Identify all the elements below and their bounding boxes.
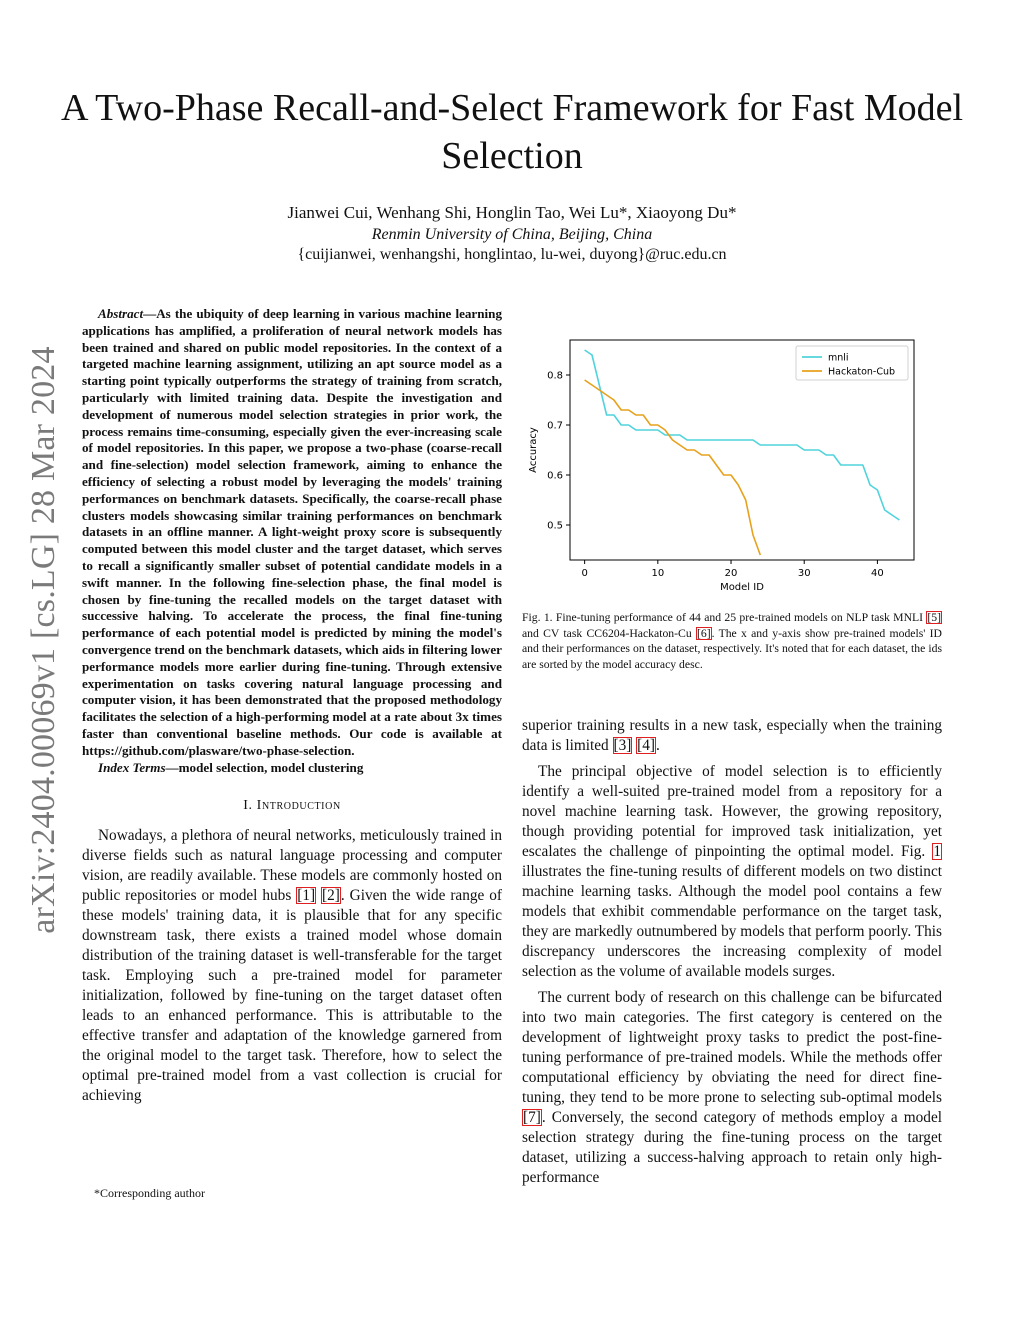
x-tick-label: 30 [797,568,811,579]
caption-text-c: . The x and y-axis show pre-trained models' ID and their performances on the dataset, respectively. It's noted that for each dataset, the ids are sorted by the model accuracy desc. [522,626,942,671]
figure-1 [522,328,942,598]
paper-title: A Two-Phase Recall-and-Select Framework for Fast Model Selection [60,87,964,177]
section-heading-introduction: I. Introduction [243,798,341,814]
intro-p1-text-b: . Given the wide range of these models' training data, it is plausible that for any specific downstream task, there exists a trained model whose domain distribution of the training dataset is well-transferable for the target task. Employing such a pre-trained model for parameter initialization, followed by fine-tuning on the target dataset often leads to an enhanced performance. This is attributable to the effective transfer and adaptation of the knowledge garnered from the original model to the target task. Therefore, how to select the optimal pre-trained model from a vast collection is crucial for achieving [82,887,502,1105]
caption-text-a: Fig. 1. Fine-tuning performance of 44 and 25 pre-trained models on NLP task MNLI [522,611,927,624]
y-tick-label: 0.5 [547,520,563,532]
x-axis-label: Model ID [720,582,764,593]
y-tick-label: 0.6 [547,470,563,482]
citation-7[interactable]: [7] [523,1109,541,1126]
author-list: Jianwei Cui, Wenhang Shi, Honglin Tao, Wei Lu*, Xiaoyong Du* [287,203,737,222]
index-terms [82,760,502,777]
series-line-hackaton-cub [585,380,761,555]
right-p2-text-a: The current body of research on this challenge can be bifurcated into two main categories. The first category is centered on the development of lightweight proxy tasks to predict the post-fine-tuning performance of pre-trained models. While the methods offer computational efficiency by obviating the need for direct fine-tuning, they tend to be more prone to selecting sub-optimal models [522,989,942,1106]
right-p1-text-a: The principal objective of model selection is to efficiently identify a well-suited pre-trained model from a repository for a novel machine learning task. However, the growing repository, though providing potential for improved task initialization, yet escalates the challenge of pinpointing the optimal model. Fig. [522,763,942,860]
y-axis-label: Accuracy [528,427,539,473]
y-tick-label: 0.7 [547,420,563,432]
y-tick-label: 0.8 [547,370,563,382]
right-paragraph-2 [522,988,942,1188]
right-p1-text-b: illustrates the fine-tuning results of different models on two distinct machine learning tasks. Although the model pool contains a few models that exhibit commendable performance on the target task, they are markedly outnumbered by models that perform poorly. This discrepancy underscores the increasing complexity of model selection as the volume of available models surges. [522,863,942,980]
right-p0-text-a: superior training results in a new task, especially when the training data is limited [522,717,942,754]
index-terms-lead: Index Terms [98,759,166,775]
index-terms-text: —model selection, model clustering [165,759,364,775]
x-tick-label: 40 [871,568,884,579]
affiliation: Renmin University of China, Beijing, China [371,226,653,243]
legend-label: mnli [828,352,849,364]
arxiv-identifier: arXiv:2404.00069v1 [cs.LG] 28 Mar 2024 [25,346,62,934]
citation-1[interactable]: [1] [297,887,316,905]
author-emails: {cuijianwei, wenhangshi, honglintao, lu-wei, duyong}@ruc.edu.cn [297,246,727,263]
figure-reference-1[interactable]: 1 [933,843,941,860]
citation-2[interactable]: [2] [322,887,340,905]
intro-p1-text-a: Nowadays, a plethora of neural networks, meticulously trained in diverse fields such as natural language processing and computer vision, are readily available. These models are commonly hosted on public repositories or model hubs [82,827,502,905]
abstract-text: —As the ubiquity of deep learning in various machine learning applications has amplified, a proliferation of neural network models has been trained and shared on public model repositories. In the context of a targeted machine learning assignment, utilizing an apt source model as a starting point typically outperforms the strategy of training from scratch, particularly with limited training data. Despite the investigation and development of numerous model selection strategies in prior work, the process remains time-consuming, especially given the ever-increasing scale of model repositories. In this paper, we propose a two-phase (coarse-recall and fine-selection) model selection framework, aiming to enhance the efficiency of selecting a robust model by leveraging the models' training performances on benchmark datasets. Specifically, the coarse-recall phase clusters models showcasing similar training performances on benchmark datasets in an offline manner. A light-weight proxy score is subsequently computed between this model cluster and the target dataset, which serves to recall a significantly smaller subset of potential candidate models in a swift manner. In the following fine-selection phase, the final model is chosen by fine-tuning the recalled models on the target dataset with successive halving. To accelerate the process, the final fine-tuning performance of each potential model is predicted by mining the model's convergence trend on the benchmark datasets, which aids in filtering lower performance models more earlier during fine-tuning. Through extensive experimentation on tasks covering natural language processing and computer vision, it has been demonstrated that the proposed methodology facilitates the selection of a high-performing model at a rate about 3x times faster than conventional baseline methods. Our code is available at https://github.com/plasware/two-phase-selection. [82,306,502,758]
left-column [82,306,502,1106]
right-paragraph-1 [522,762,942,982]
abstract-lead: Abstract [98,306,144,321]
right-column [522,716,942,1188]
accuracy-line-chart [522,328,942,598]
right-p2-text-b: . Conversely, the second category of methods employ a model selection strategy during the fine-tuning process on the target dataset, utilizing a success-halving approach to retain only high-performance [522,1109,942,1186]
caption-text-b: and CV task CC6204-Hackaton-Cu [522,626,696,640]
right-p0-text-b: . [656,737,660,754]
figure-caption [522,610,942,672]
x-tick-label: 0 [581,568,588,579]
x-tick-label: 10 [651,568,665,579]
citation-6[interactable]: [6] [696,626,711,640]
legend-label: Hackaton-Cub [828,366,896,378]
footnote: *Corresponding author [94,1186,205,1200]
right-paragraph-0 [522,716,942,756]
citation-3[interactable]: [3] [613,737,632,754]
abstract [82,306,502,760]
intro-paragraph-1 [82,826,502,1106]
citation-5[interactable]: [5] [927,611,941,624]
citation-4[interactable]: [4] [637,737,656,754]
x-tick-label: 20 [724,568,738,579]
